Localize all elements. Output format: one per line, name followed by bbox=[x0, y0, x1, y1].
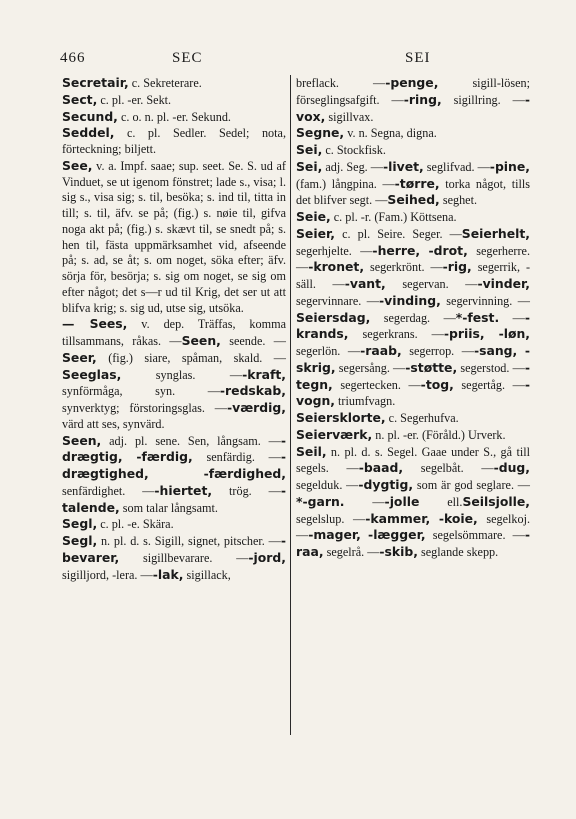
headword: Seer, bbox=[62, 349, 97, 365]
headword: Seie, bbox=[296, 209, 331, 224]
definition-text: segerlön. — bbox=[296, 344, 361, 358]
definition-text: c. pl. -r. (Fam.) Köttsena. bbox=[330, 210, 457, 224]
definition-text bbox=[361, 528, 368, 542]
definition-text: n. pl. d. s. Sigill, signet, pitscher. — bbox=[97, 534, 281, 548]
headword: -tog, bbox=[420, 376, 454, 392]
dictionary-entry bbox=[62, 92, 286, 109]
headword: -vinder, bbox=[477, 276, 530, 291]
headword: -priis, bbox=[443, 326, 485, 342]
definition-text: ell. bbox=[419, 494, 463, 509]
headword: *-garn. bbox=[296, 493, 345, 509]
definition-text: sigillvax. bbox=[325, 109, 374, 124]
headword: Secund, bbox=[62, 108, 118, 124]
headword: Secretair, bbox=[62, 75, 129, 90]
definition-text: senfärdighet. — bbox=[62, 483, 155, 498]
definition-text: segelbåt. — bbox=[403, 461, 494, 476]
definition-text: c. Segerhufva. bbox=[385, 411, 459, 425]
definition-text: segelduk. — bbox=[296, 478, 359, 492]
headword: -løn, bbox=[498, 326, 530, 342]
dictionary-entry bbox=[296, 427, 530, 444]
headword: -vinding, bbox=[379, 292, 441, 308]
definition-text: c. pl. Sedler. Sedel; nota, förteckning; biljett. bbox=[62, 126, 286, 156]
headword: Seiersdag, bbox=[296, 309, 371, 325]
headword: -penge, bbox=[385, 75, 439, 90]
headword: Segl, bbox=[62, 533, 98, 548]
headword: -støtte, bbox=[405, 359, 458, 375]
definition-text: v. n. Segna, digna. bbox=[344, 126, 437, 141]
definition-text: segervinning. — bbox=[440, 293, 530, 308]
definition-text: synverktyg; förstoringsglas. — bbox=[62, 401, 227, 415]
definition-text: segervinnare. — bbox=[296, 293, 379, 308]
dictionary-entry bbox=[62, 433, 286, 517]
dictionary-entry bbox=[296, 142, 530, 159]
headword: -herre, bbox=[372, 242, 421, 258]
headword: -bevarer, bbox=[62, 533, 286, 565]
definition-text: segerhjelte. — bbox=[296, 243, 373, 258]
definition-text: synglas. — bbox=[121, 367, 243, 382]
definition-text bbox=[420, 244, 428, 258]
headword: -vant, bbox=[344, 276, 386, 291]
dictionary-entry bbox=[296, 226, 530, 410]
headword: Seilsjolle, bbox=[462, 493, 531, 509]
headword: -lægger, bbox=[368, 527, 426, 543]
headword: -jord, bbox=[248, 549, 286, 565]
definition-text: adj. pl. sene. Sen, långsam. — bbox=[101, 433, 281, 448]
definition-text: värd att ses, synvärd. bbox=[62, 416, 165, 431]
dictionary-entry bbox=[62, 125, 286, 158]
headword: -drægtig, bbox=[62, 432, 286, 465]
headword: -koie, bbox=[438, 510, 478, 526]
definition-text: c. o. n. pl. -er. Sekund. bbox=[117, 109, 231, 124]
headword: Seen, bbox=[181, 333, 221, 348]
definition-text: (fig.) siare, spåman, skald. — bbox=[96, 350, 286, 365]
headword: *-fest. bbox=[455, 309, 500, 325]
right-column bbox=[296, 75, 530, 561]
dictionary-entry bbox=[62, 109, 286, 126]
definition-text: triumfvagn. bbox=[335, 394, 396, 409]
dictionary-entry bbox=[62, 516, 286, 533]
right-running-head: SEI bbox=[405, 50, 431, 66]
definition-text: seghet. bbox=[439, 193, 478, 208]
definition-text: c. pl. -e. Skära. bbox=[97, 517, 174, 532]
definition-text: som är god seglare. — bbox=[413, 478, 530, 492]
headword: Segne, bbox=[296, 125, 345, 141]
headword: -færdighed, bbox=[203, 466, 286, 481]
dictionary-entry bbox=[296, 209, 530, 226]
headword: Seen, bbox=[62, 432, 102, 448]
definition-text: senfärdig. — bbox=[192, 450, 281, 465]
headword: -hiertet, bbox=[154, 482, 213, 498]
column-divider bbox=[290, 75, 291, 735]
definition-text: sigilljord, -lera. — bbox=[62, 567, 153, 582]
headword: -rig, bbox=[442, 259, 472, 275]
definition-text bbox=[430, 512, 439, 526]
headword: -sang, bbox=[473, 343, 518, 358]
headword: Seiersklorte, bbox=[296, 410, 386, 425]
definition-text bbox=[485, 327, 499, 341]
headword: -jolle bbox=[384, 493, 420, 509]
definition-text: synförmåga, syn. — bbox=[62, 384, 220, 399]
headword: -pine, bbox=[489, 158, 530, 174]
headword: -baad, bbox=[358, 460, 404, 476]
definition-text: segelsömmare. — bbox=[425, 528, 525, 543]
definition-text: segersång. — bbox=[335, 360, 406, 375]
headword: -talende, bbox=[62, 482, 286, 515]
dictionary-entry bbox=[296, 410, 530, 427]
headword: -dygtig, bbox=[358, 477, 414, 492]
definition-text: c. pl. Seire. Seger. — bbox=[334, 226, 462, 241]
definition-text: seende. — bbox=[220, 334, 286, 348]
definition-text: torka något, tills det blifver segt. — bbox=[296, 176, 531, 208]
headword: -dug, bbox=[493, 460, 530, 476]
definition-text: seglande skepp. bbox=[417, 545, 499, 559]
definition-text: sigillbevarare. — bbox=[119, 550, 249, 565]
headword: -lak, bbox=[152, 566, 184, 582]
definition-text: sigillring. — bbox=[441, 92, 525, 107]
definition-text: — bbox=[499, 310, 525, 325]
definition-text: v. dep. Träffas, komma tillsammans, råkas. — bbox=[62, 317, 286, 348]
headword: Seddel, bbox=[62, 125, 115, 141]
definition-text: segerherre. — bbox=[296, 243, 530, 275]
definition-text bbox=[149, 467, 204, 481]
definition-text: segertåg. — bbox=[453, 377, 525, 392]
dictionary-entry bbox=[296, 444, 530, 561]
definition-text: (fam.) långpina. — bbox=[296, 176, 395, 191]
left-running-head: SEC bbox=[172, 50, 203, 66]
headword: -raa, bbox=[296, 527, 531, 559]
definition-text: segerkrans. — bbox=[348, 327, 444, 342]
headword: -ring, bbox=[403, 91, 442, 107]
definition-text: som talar långsamt. bbox=[119, 500, 218, 515]
headword: -drægtighed, bbox=[62, 449, 286, 481]
definition-text: segelkoj. — bbox=[296, 511, 531, 543]
dictionary-entry bbox=[62, 158, 286, 317]
headword: — Sees, bbox=[62, 316, 128, 332]
left-column bbox=[62, 75, 286, 583]
definition-text: c. Stockfisk. bbox=[322, 143, 386, 157]
headword: -værdig, bbox=[226, 400, 286, 415]
definition-text: c. Sekreterare. bbox=[128, 76, 202, 90]
definition-text: segerkrönt. — bbox=[364, 260, 443, 275]
definition-text bbox=[123, 450, 137, 464]
dictionary-entry bbox=[62, 533, 286, 583]
headword: -vogn, bbox=[296, 376, 530, 409]
definition-text: segerstod. — bbox=[457, 360, 525, 375]
definition-text: v. a. Impf. saae; sup. seet. Se. S. ud af Vinduet, se ut igenom fönstret; lade s., visa; l. sig s., visa sig; s. til, besöka; s. ind til, titta in till; s. til, äfv. se på; (fig.) s. nøie til, gifva noga akt på; (fig.) s. skævt til, se snedt på; s. hen til, fästa uppmärksamhet vid, afseende på; s. ad, se åt; s. om noget, söka efter; äfv. sörja för, besörja; s. sig om noget, se sig om efter något; det s—r ud til Krig, det ser ut att blifva krig; s. sig ud, utse sig, utsöka. bbox=[62, 158, 286, 315]
headword: -krands, bbox=[296, 309, 530, 342]
headword: -skib, bbox=[379, 544, 418, 559]
headword: Seihed, bbox=[387, 192, 440, 208]
definition-text: c. pl. -er. Sekt. bbox=[97, 92, 172, 107]
headword: -drot, bbox=[428, 242, 468, 258]
definition-text: sigillack, bbox=[183, 567, 231, 582]
page-header bbox=[60, 50, 530, 70]
definition-text: trög. — bbox=[212, 483, 281, 498]
headword: -vox, bbox=[296, 91, 530, 124]
headword: Seier, bbox=[296, 225, 335, 241]
headword: -mager, bbox=[308, 527, 361, 543]
definition-text: sigill-lösen; förseglingsafgift. — bbox=[296, 76, 530, 107]
definition-text: segelrå. — bbox=[323, 545, 380, 559]
headword: Sect, bbox=[62, 91, 98, 107]
headword: Seierhelt, bbox=[461, 225, 530, 241]
headword: Sei, bbox=[296, 158, 323, 174]
headword: -skrig, bbox=[296, 343, 530, 375]
definition-text: segerrik, -säll. — bbox=[296, 260, 530, 291]
headword: -kronet, bbox=[308, 259, 365, 275]
definition-text: n. pl. -er. (Föråld.) Urverk. bbox=[372, 427, 506, 442]
page-number: 466 bbox=[60, 50, 86, 66]
headword: Seil, bbox=[296, 443, 327, 459]
definition-text bbox=[517, 344, 525, 358]
definition-text: segerdag. — bbox=[370, 310, 456, 325]
headword: Seierværk, bbox=[296, 426, 373, 442]
dictionary-entry bbox=[62, 316, 286, 432]
dictionary-entry bbox=[296, 125, 530, 142]
headword: -kraft, bbox=[242, 366, 286, 382]
definition-text: — bbox=[344, 494, 385, 509]
headword: -redskab, bbox=[219, 383, 286, 399]
headword: See, bbox=[62, 157, 93, 173]
definition-text: segerrop. — bbox=[401, 344, 474, 358]
headword: -tørre, bbox=[394, 175, 440, 191]
headword: Segl, bbox=[62, 516, 98, 532]
definition-text: segervan. — bbox=[385, 277, 478, 291]
definition-text: adj. Seg. — bbox=[322, 159, 383, 174]
headword: -raab, bbox=[360, 343, 402, 358]
definition-text: n. pl. d. s. Segel. Gaae under S., gå till segels. — bbox=[296, 444, 530, 476]
definition-text: segelslup. — bbox=[296, 511, 366, 526]
definition-text: breflack. — bbox=[296, 76, 386, 90]
dictionary-entry bbox=[62, 75, 286, 92]
headword: Seeglas, bbox=[62, 366, 122, 382]
dictionary-entry bbox=[296, 159, 530, 209]
definition-text: segertecken. — bbox=[332, 377, 421, 392]
headword: Sei, bbox=[296, 142, 323, 157]
headword: -livet, bbox=[382, 158, 424, 174]
headword: -færdig, bbox=[136, 449, 193, 465]
headword: -tegn, bbox=[296, 359, 530, 392]
dictionary-entry bbox=[296, 75, 530, 125]
headword: -kammer, bbox=[365, 510, 431, 526]
definition-text: seglifvad. — bbox=[423, 159, 490, 174]
